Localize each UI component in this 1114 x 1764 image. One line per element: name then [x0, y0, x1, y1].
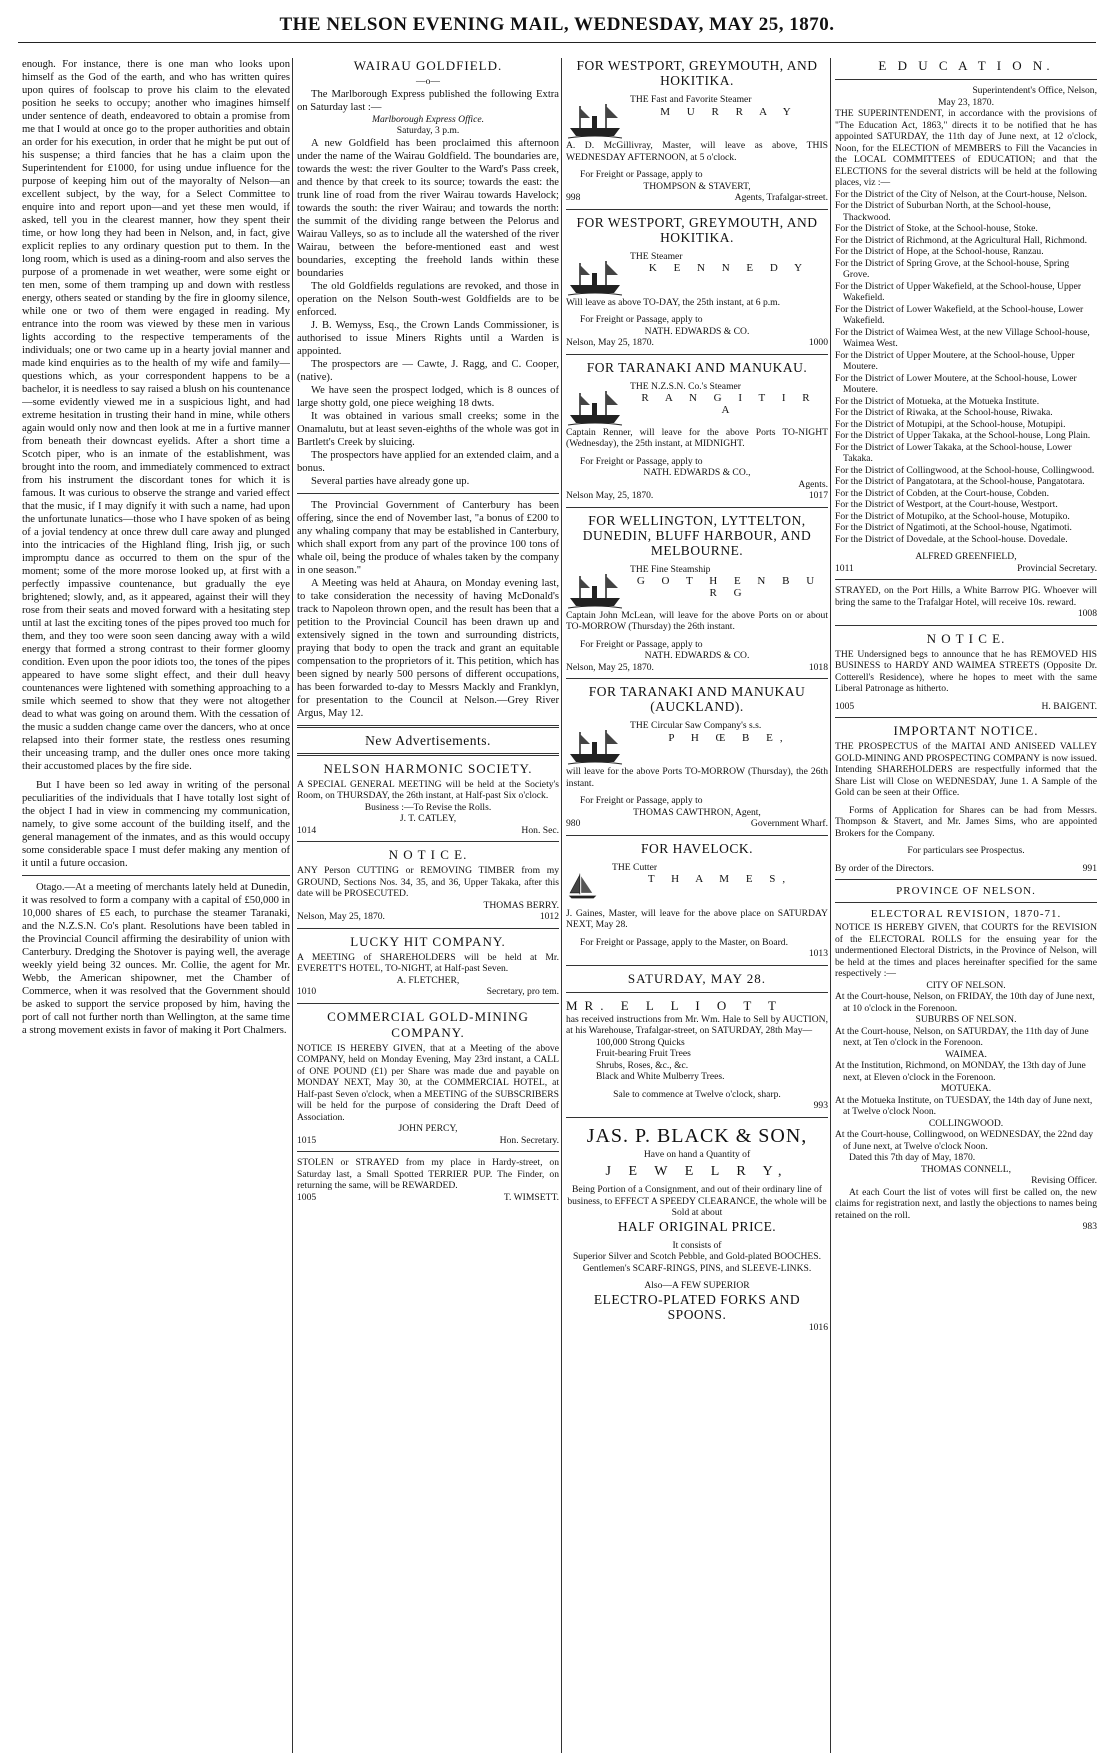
- wairau-office: Marlborough Express Office.: [371, 113, 484, 125]
- kennedy-intro: THE Steamer: [630, 250, 683, 262]
- rangitira-ship-name: R A N G I T I R A: [641, 392, 817, 416]
- education-district-item: For the District of Motupipi, at the School-house, Motupipi.: [835, 418, 1066, 430]
- province-title: PROVINCE OF NELSON.: [896, 885, 1036, 897]
- elliott-name: MR. E L L I O T T: [566, 997, 783, 1013]
- canterbury-whaling-news: The Provincial Government of Canterbury has been offering, since the end of November last, "a bonus of £200 to any whaling company that may be established in Canterbury, which shall export from any part of the province 100 tons of whale oil, being the produce of whales taken by the company in one season.": [297, 499, 559, 576]
- strayed-pig-footer: 1008: [1077, 608, 1097, 619]
- murray-freight: For Freight or Passage, apply to: [580, 169, 703, 180]
- education-district-item: For the District of Lower Wakefield, at the School-house, Lower Wakefield.: [835, 303, 1084, 326]
- thames-ship-name: T H A M E S,: [647, 873, 793, 885]
- steamship-icon: [566, 253, 624, 297]
- education-footer: 1011 Provincial Secretary.: [835, 562, 1097, 574]
- wairau-intro: The Marlborough Express published the following Extra on Saturday last :—: [297, 88, 559, 113]
- harmonic-signature: J. T. CATLEY,: [399, 813, 457, 824]
- thames-freight: For Freight or Passage, apply to the Master, on Board.: [580, 936, 788, 948]
- stolen-terrier-body: STOLEN or STRAYED from my place in Hardy-street, on Saturday last, a Small Spotted TERRIER PUP. The Finder, on returning the same, will be REWARDED.: [297, 1157, 559, 1191]
- wairau-paragraph: We have seen the prospect lodged, which is 8 ounces of large shotty gold, one piece weighing 18 dwts.: [297, 384, 559, 409]
- rangitira-agent: NATH. EDWARDS & CO.,: [643, 467, 751, 478]
- wairau-paragraph: J. B. Wemyss, Esq., the Crown Lands Commissioner, is authorised to issue Miners Rights until a Warden is appointed.: [297, 319, 559, 357]
- wairau-paragraph: The prospectors have applied for an extended claim, and a bonus.: [297, 449, 559, 474]
- newspaper-title: THE NELSON EVENING MAIL, WEDNESDAY, MAY 25, 1870.: [279, 14, 835, 35]
- steamship-icon: [566, 566, 624, 610]
- rangitira-footer: Nelson May, 25, 1870. 1017: [566, 490, 828, 501]
- thames-body: J. Gaines, Master, will leave for the above place on SATURDAY NEXT, May 28.: [566, 907, 828, 930]
- steamship-icon: [566, 96, 624, 140]
- court-waimea-title: WAIMEA.: [945, 1048, 987, 1060]
- black-half-price: HALF ORIGINAL PRICE.: [617, 1218, 777, 1234]
- commercial-gold-signature: JOHN PERCY,: [398, 1123, 458, 1134]
- stolen-terrier-footer: 1005 T. WIMSETT.: [297, 1191, 559, 1203]
- court-motueka-title: MOTUEKA.: [940, 1083, 992, 1094]
- education-district-item: For the District of Stoke, at the School-house, Stoke.: [835, 223, 1038, 234]
- important-notice-forms: Forms of Application for Shares can be had from Messrs. Thompson & Stavert, and Mr. James Sims, who are appointed Brokers for the Company.: [835, 804, 1097, 839]
- timber-notice-signature: THOMAS BERRY.: [483, 899, 559, 911]
- baigent-notice-title: N O T I C E.: [926, 630, 1006, 646]
- education-title: E D U C A T I O N.: [878, 58, 1054, 73]
- education-office: Superintendent's Office, Nelson,: [972, 85, 1097, 96]
- wairau-paragraph: It was obtained in various small creeks; some in the Onamalutu, but at least seven-eighths of the whole was got in Bartlett's Creek by sluicing.: [297, 410, 559, 448]
- steamship-icon: [566, 383, 624, 427]
- notice-title: N O T I C E.: [388, 847, 468, 862]
- sailboat-icon: [566, 864, 606, 908]
- education-district-item: For the District of Motupiko, at the School-house, Motupiko.: [835, 510, 1070, 522]
- harmonic-society-body: A SPECIAL GENERAL MEETING will be held at the Society's Room, on THURSDAY, the 26th instant, at Half-past Six o'clock.: [297, 778, 559, 801]
- masthead-rule: [18, 42, 1096, 43]
- baigent-notice-body: THE Undersigned begs to announce that he has REMOVED HIS BUSINESS to HARDY AND WAIMEA STREETS (Opposite Dr. Cotterell's Residence), where he hopes to meet with the same Liberal Patronage as hitherto.: [835, 648, 1097, 694]
- murray-footer: 998 Agents, Trafalgar-street.: [566, 192, 828, 203]
- black-electro-plated: ELECTRO-PLATED FORKS AND SPOONS.: [593, 1291, 801, 1322]
- black-gentlemen: Gentlemen's SCARF-RINGS, PINS, and SLEEVE-LINKS.: [582, 1262, 812, 1274]
- electoral-revision-body: NOTICE IS HEREBY GIVEN, that COURTS for the REVISION of the ELECTORAL ROLLS for the ensuing year for the undermentioned Electoral Districts, in the Province of Nelson, will be held at the times and places hereinafter specified for the same respectively :—: [835, 922, 1097, 979]
- court-collingwood-title: COLLINGWOOD.: [928, 1117, 1004, 1129]
- wairau-paragraph: The prospectors are — Cawte, J. Ragg, and C. Cooper, (native).: [297, 358, 559, 383]
- column-2: [297, 58, 559, 1753]
- kennedy-agent: NATH. EDWARDS & CO.: [644, 325, 750, 337]
- commercial-gold-title: COMMERCIAL GOLD-MINING COMPANY.: [327, 1008, 529, 1040]
- gothenburg-body: Captain John McLean, will leave for the above Ports on or about TO-MORROW (Thursday) the 26th instant.: [566, 609, 828, 632]
- harmonic-footer: 1014 Hon. Sec.: [297, 824, 559, 836]
- court-suburbs-body: At the Court-house, Nelson, on SATURDAY, the 11th day of June next, at Ten o'clock in the Forenoon.: [835, 1025, 1089, 1048]
- black-consists: It consists of: [672, 1239, 722, 1251]
- auction-item: Fruit-bearing Fruit Trees: [596, 1048, 691, 1059]
- column-divider: [292, 58, 293, 1753]
- murray-ship-name: M U R R A Y: [660, 105, 798, 118]
- column-4: [835, 58, 1097, 1753]
- black-footer: 1016: [808, 1321, 828, 1333]
- thames-footer: 1013: [808, 948, 828, 959]
- education-body: THE SUPERINTENDENT, in accordance with the provisions of "The Education Act, 1863," directs it to be notified that he has appointed SATURDAY, the 11th day of June next, at 12 o'clock, Noon, for the ELECTION of MEMBERS to Fill the Vacancies in the LOCAL COMMITTEES of EDUCATION; and that the ELECTIONS for the several districts will be held at the following places, viz :—: [835, 108, 1097, 188]
- education-district-item: For the District of Motueka, at the Motueka Institute.: [835, 395, 1040, 407]
- important-notice-body: THE PROSPECTUS of the MAITAI AND ANISEED VALLEY GOLD-MINING AND PROSPECTING COMPANY is now issued. Intending SHAREHOLDERS are respectfully informed that the Share List will Close on WEDNESDAY, June 1. A Sample of the Gold can be seen at their Office.: [835, 741, 1097, 798]
- gothenburg-ad-title: FOR WELLINGTON, LYTTELTON, DUNEDIN, BLUFF HARBOUR, AND MELBOURNE.: [582, 512, 812, 558]
- black-have-on-hand: Have on hand a Quantity of: [643, 1148, 751, 1160]
- electoral-revision-title: ELECTORAL REVISION, 1870-71.: [870, 908, 1062, 920]
- lucky-hit-signature: A. FLETCHER,: [396, 974, 460, 986]
- phoebe-agent: THOMAS CAWTHRON, Agent,: [633, 806, 761, 818]
- strayed-pig-body: STRAYED, on the Port Hills, a White Barrow PIG. Whoever will bring the same to the Trafalgar Hotel, will receive 10s. reward.: [835, 585, 1097, 608]
- column-3: [566, 58, 828, 1753]
- education-district-item: For the District of Westport, at the Court-house, Westport.: [835, 499, 1058, 510]
- phoebe-intro: THE Circular Saw Company's s.s.: [630, 720, 762, 731]
- education-district-item: For the District of Ngatimoti, at the School-house, Ngatimoti.: [835, 522, 1072, 533]
- court-role: Revising Officer.: [1031, 1175, 1097, 1186]
- important-notice-footer: By order of the Directors. 991: [835, 862, 1097, 874]
- commercial-gold-footer: 1015 Hon. Secretary.: [297, 1134, 559, 1146]
- education-district-item: For the District of Spring Grove, at the School-house, Spring Grove.: [835, 257, 1070, 280]
- steamship-icon: [566, 722, 624, 766]
- court-collingwood-body: At the Court-house, Collingwood, on WEDNESDAY, the 22nd day of June next, at Twelve o'clock Noon.: [835, 1129, 1094, 1152]
- court-suburbs-title: SUBURBS OF NELSON.: [915, 1014, 1017, 1025]
- murray-ad-title: FOR WESTPORT, GREYMOUTH, AND HOKITIKA.: [576, 58, 818, 88]
- lucky-hit-body: A MEETING of SHAREHOLDERS will be held at Mr. EVERETT'S HOTEL, TO-NIGHT, at Half-past Seven.: [297, 951, 559, 974]
- harmonic-business: Business :—To Revise the Rolls.: [364, 801, 492, 813]
- baigent-notice-footer: 1005 H. BAIGENT.: [835, 700, 1097, 712]
- education-district-item: For the District of Riwaka, at the School-house, Riwaka.: [835, 407, 1053, 418]
- education-district-item: For the District of Upper Takaka, at the School-house, Long Plain.: [835, 430, 1091, 441]
- rangitira-freight: For Freight or Passage, apply to: [580, 455, 703, 467]
- wairau-paragraph: The old Goldfields regulations are revoked, and those in operation on the Nelson South-west Goldfields are to be enforced.: [297, 280, 559, 318]
- black-and-son-title: JAS. P. BLACK & SON,: [586, 1124, 808, 1147]
- wairau-headline: WAIRAU GOLDFIELD.: [353, 58, 503, 73]
- court-city-body: At the Court-house, Nelson, on FRIDAY, the 10th day of June next, at 10 o'clock in the Forenoon.: [835, 991, 1095, 1014]
- rangitira-agents: Agents.: [798, 478, 828, 490]
- kennedy-ship-name: K E N N E D Y: [648, 262, 810, 274]
- phoebe-freight: For Freight or Passage, apply to: [580, 795, 703, 806]
- court-final-note: At each Court the list of votes will first be called on, the new claims for registration next, and lastly the objections to names being retained on the roll.: [835, 1186, 1097, 1221]
- auction-item: 100,000 Strong Quicks: [596, 1036, 685, 1048]
- kennedy-freight: For Freight or Passage, apply to: [580, 314, 703, 325]
- column-divider: [830, 58, 831, 1753]
- kennedy-footer: Nelson, May 25, 1870. 1000: [566, 337, 828, 348]
- ornament-dash: —o—: [416, 76, 440, 87]
- gothenburg-ship-name: G O T H E N B U R G: [636, 575, 822, 599]
- education-district-item: For the District of Cobden, at the Court-house, Cobden.: [835, 487, 1049, 499]
- education-district-item: For the District of Suburban North, at the School-house, Thackwood.: [835, 200, 1051, 223]
- court-signature: THOMAS CONNELL,: [920, 1163, 1012, 1175]
- auction-date-title: SATURDAY, MAY 28.: [627, 970, 767, 986]
- commercial-gold-body: NOTICE IS HEREBY GIVEN, that at a Meeting of the above COMPANY, held on Monday Evening, May 23rd instant, a CALL of ONE POUND (£1) per Share was made due and payable on MONDAY NEXT, May 30, at the COMMERCIAL HOTEL, at Half-past Seven o'clock, when a MEETING of the SUBSCRIBERS will be held for the purpose of considering the Draft Deed of Association.: [297, 1042, 559, 1123]
- rangitira-intro: THE N.Z.S.N. Co.'s Steamer: [630, 380, 741, 392]
- timber-notice-body: ANY Person CUTTING or REMOVING TIMBER from my GROUND, Sections Nos. 34, 35, and 36, Upper Takaka, after this date will be PROSECUTED.: [297, 865, 559, 899]
- rangitira-ad-title: FOR TARANAKI AND MANUKAU.: [586, 359, 808, 375]
- court-dated: Dated this 7th day of May, 1870.: [849, 1152, 976, 1163]
- black-jewelry: J E W E L R Y,: [605, 1164, 789, 1179]
- rangitira-body: Captain Renner, will leave for the above Ports TO-NIGHT (Wednesday), the 25th instant, at MIDNIGHT.: [566, 426, 828, 449]
- important-notice-particulars: For particulars see Prospectus.: [907, 845, 1025, 856]
- wairau-date: Saturday, 3 p.m.: [396, 125, 460, 136]
- elliott-footer: 993: [813, 1100, 828, 1111]
- education-district-item: For the District of Collingwood, at the School-house, Collingwood.: [835, 464, 1095, 476]
- wairau-paragraph: A new Goldfield has been proclaimed this afternoon under the name of the Wairau Goldfield. The boundaries are, towards the west: the river Goulter to the Ward's Pass creek, and thence by that creek to its source; towards the east: the trunk line of road from the river Wairau towards Havelock; towards the south: the river Wairau; and towards the north: the summit of the dividing range between the Pelorus and Wairau Valleys, so as to include all the watershed of the river Wairau, between the before-mentioned east and west boundaries, excepting the freehold lands within these boundaries: [297, 137, 559, 279]
- education-district-item: For the District of Lower Moutere, at the School-house, Lower Moutere.: [835, 372, 1077, 395]
- court-footer: 983: [1082, 1221, 1097, 1232]
- asylum-article-text: enough. For instance, there is one man who looks upon himself as the God of the earth, and who has written quires upon quires of foolscap to prove his claim to the elevated position he seeks to occupy; another who imagines himself under sentence of death, endeavored to obtain a promise from me that I would at once go to the proper authorities and obtain an order for his execution, in order that he might be put out of his suspense; a third fancies that he has a claim upon the Superintendent for £1000, for using undue influence for the purpose of keeping him out of the mayoralty of Nelson—an excellent subject, by the way, for a Select Committee to enquire into and report upon—and yet these men would, if asked, tell you in the clearest manner, how they spent their time, or how long they had been in Nelson, and, in fact, give explicit replies to any ordinary question put to them. In the long room, which is used as a dining-room and also serves the purpose of a promenade in wet weather, were some eight or ten men, some of them tramping up and down with restless energy, others seated or standing by the fire in gloomy silence, while one or two of them were engaged in reading. My entrance into the room was viewed by these men in various lights according to the respective temperaments of the individuals; one or two came up in a hearty jovial manner and made kind enquiries as to the health of my wife and family—questions which, as your correspondent happens to be a bachelor, it is needless to say raised a blush on his countenance—some evidently viewed me in a suspicious light, and had extreme hesitation in trusting their hand in mine, while others again would only now and then look at me in a furtive manner from beneath their downcast eyelids. After a short time a Scotch piper, who is an inmate of the establishment, was brought into the room, and immediately commenced to extract from his instrument the discordant tones for which it is famous. It was curious to observe the strange and varied effect that the music, if I may dignify it with such a name, had upon the unfortunate lunatics—those who I have spoken of as being of a jovial tendency at once threw dull care away and plunged into the intricacies of the Highland fling, Irish jig, or such impromptu dance as occurred to them on the spur of the moment; some of the more morose looked up, at first with a perfectly impassive countenance, but gradually the eye brightened; slowly, and, as it appeared, against their will they rose from their seats and moved forward with a hesitating step until at last the exciting tones of the pipes proved too much for them, and they too were soon seen dancing away with a wild energy that formed a strong contrast to their former gloomy condition. Even upon the poor idiots too, the tones of the pipes appeared to have some slight effect, and their dull heavy countenances were lightened with something approaching to a smile which seemed to show that they were not altogether dead to what was going on around them. With the cessation of the music a sudden change came over the dancers, who at once relapsed into their former state, the restless ones resuming their unceasing tramp, and the duller ones once more taking their accustomed places by the fire side.: [22, 59, 290, 772]
- murray-body: A. D. McGillivray, Master, will leave as above, THIS WEDNESDAY AFTERNOON, at 5 o'clock.: [566, 140, 828, 163]
- column-1: [22, 58, 290, 1753]
- masthead: [0, 0, 1114, 44]
- phoebe-footer: 980 Government Wharf.: [566, 818, 828, 829]
- harmonic-society-title: NELSON HARMONIC SOCIETY.: [323, 760, 533, 776]
- murray-agent: THOMPSON & STAVERT,: [643, 180, 751, 192]
- elliott-body: has received instructions from Mr. Wm. Hale to Sell by AUCTION, at his Warehouse, Trafalgar-street, on SATURDAY, 28th May—: [566, 1013, 828, 1036]
- education-district-item: For the District of Hope, at the School-house, Ranzau.: [835, 246, 1044, 257]
- gothenburg-footer: Nelson, May 25, 1870. 1018: [566, 661, 828, 673]
- kennedy-ad-title: FOR WESTPORT, GREYMOUTH, AND HOKITIKA.: [576, 214, 818, 245]
- court-motueka-body: At the Motueka Institute, on TUESDAY, the 14th day of June next, at Twelve o'clock Noon.: [835, 1094, 1093, 1117]
- murray-intro: THE Fast and Favorite Steamer: [630, 94, 752, 105]
- new-advertisements-heading: New Advertisements.: [365, 732, 491, 748]
- education-district-item: For the District of Lower Takaka, at the School-house, Lower Takaka.: [835, 441, 1072, 464]
- education-district-item: For the District of Dovedale, at the School-house. Dovedale.: [835, 533, 1068, 545]
- gothenburg-freight: For Freight or Passage, apply to: [580, 638, 703, 650]
- auction-item: Shrubs, Roses, &c., &c.: [596, 1059, 689, 1071]
- timber-notice-footer: Nelson, May 25, 1870. 1012: [297, 911, 559, 922]
- lucky-hit-footer: 1010 Secretary, pro tem.: [297, 986, 559, 997]
- education-district-item: For the District of the City of Nelson, at the Court-house, Nelson.: [835, 188, 1088, 200]
- thames-ad-title: FOR HAVELOCK.: [640, 840, 753, 856]
- education-district-item: For the District of Waimea West, at the new Village School-house, Waimea West.: [835, 326, 1090, 349]
- phoebe-ad-title: FOR TARANAKI AND MANUKAU (AUCKLAND).: [588, 684, 806, 714]
- education-district-item: For the District of Richmond, at the Agricultural Hall, Richmond.: [835, 234, 1088, 246]
- gothenburg-agent: NATH. EDWARDS & CO.: [644, 650, 750, 661]
- education-signature: ALFRED GREENFIELD,: [915, 551, 1017, 562]
- lucky-hit-title: LUCKY HIT COMPANY.: [350, 933, 506, 949]
- education-district-list: [835, 189, 1097, 546]
- education-district-item: For the District of Upper Moutere, at the School-house, Upper Moutere.: [835, 349, 1075, 372]
- court-waimea-body: At the Institution, Richmond, on MONDAY, the 13th day of June next, at Eleven o'clock in the Forenoon.: [835, 1060, 1086, 1083]
- wairau-paragraph: Several parties have already gone up.: [311, 475, 470, 487]
- column-divider: [561, 58, 562, 1753]
- black-body: Being Portion of a Consignment, and out of their ordinary line of business, to EFFECT A SPEEDY CLEARANCE, the whole will be Sold at about: [567, 1184, 827, 1218]
- court-city-title: CITY OF NELSON.: [926, 979, 1006, 991]
- education-district-item: For the District of Pangatotara, at the School-house, Pangatotara.: [835, 476, 1085, 487]
- phoebe-body: will leave for the above Ports TO-MORROW (Thursday), the 26th instant.: [566, 766, 828, 789]
- black-also: Also—A FEW SUPERIOR: [644, 1280, 750, 1291]
- ahaura-meeting-news: A Meeting was held at Ahaura, on Monday evening last, to take consideration the necessity of having McDonald's track to Napoleon thrown open, and the result has been that a petition to the Provincial Council has been drawn up and extensively signed in the town and surrounding districts, praying that body to open the track and grant an equitable compensation to the proprietors of it. This petition, which has been signed by nearly 500 persons of different occupations, has been forwarded to-day to Messrs Mackly and Franklyn, for presentation to the Council at Nelson.—Grey River Argus, May 12.: [297, 577, 559, 719]
- education-date: May 23, 1870.: [938, 96, 994, 108]
- phoebe-ship-name: P H Œ B E,: [668, 731, 790, 744]
- black-items: Superior Silver and Scotch Pebble, and Gold-plated BOOCHES.: [572, 1251, 822, 1262]
- gothenburg-intro: THE Fine Steamship: [630, 563, 711, 575]
- elliott-sale-time: Sale to commence at Twelve o'clock, sharp.: [613, 1088, 781, 1100]
- education-district-item: For the District of Upper Wakefield, at the School-house, Upper Wakefield.: [835, 280, 1082, 303]
- thames-intro: THE Cutter: [612, 861, 658, 873]
- asylum-article-conclusion: But I have been so led away in writing of the personal peculiarities of the individuals that I have totally lost sight of the object I had in view in commencing my communication, namely, to give some account of the building itself, and the general management of the inmates, and as this would occupy some considerable space I must defer making any mention of it until a future occasion.: [22, 780, 290, 869]
- important-notice-title: IMPORTANT NOTICE.: [893, 723, 1039, 738]
- auction-item: Black and White Mulberry Trees.: [596, 1071, 725, 1082]
- otago-news: Otago.—At a meeting of merchants lately held at Dunedin, it was resolved to form a company with a capital of £50,000 in 10,000 shares of £5 each, to purchase the steamer Taranaki, and the N.Z.S.N. Co's plant. Resolutions have been tabled in the Provincial Council affirming the desirability of union with Canterbury. Dredging the Shotover is paying well, the average weekly yield being 32 ounces. Mr. Collie, the agent for Mr. Webb, the American shipowner, met the Chamber of Commerce, when it was resolved that the Government should be asked to support the service proposed by him, having the port of call not further north than Wellington, at the same time a strong movement exists in favor of making it Port Chalmers.: [22, 882, 290, 1036]
- kennedy-body: Will leave as above TO-DAY, the 25th instant, at 6 p.m.: [566, 296, 781, 308]
